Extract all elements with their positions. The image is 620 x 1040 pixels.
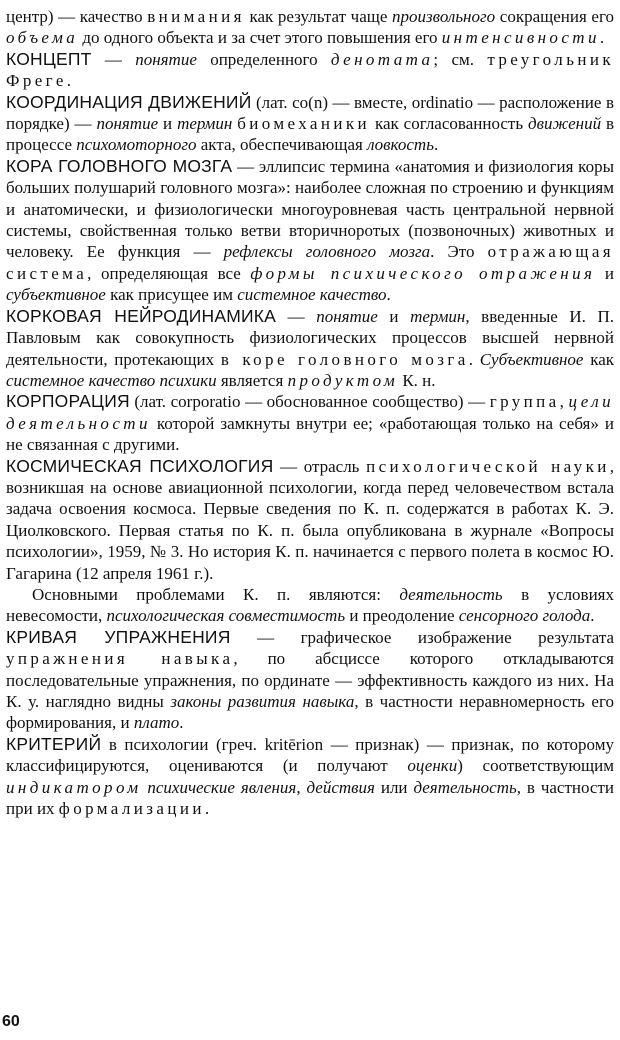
entry-text: в психологии (греч. kritērion — признак) — признак, по которому классифицируются, оцениваются (и получают [6,734,614,776]
italic-term: продуктом [287,370,399,390]
entry-text: и [377,306,411,326]
entry-text: и [595,263,614,283]
entry-text: до одного объекта и за счет этого повышения его [78,28,442,48]
entry-headword: КРИТЕРИЙ [6,733,102,754]
italic-term: интенсивности [441,28,600,48]
entry-text: — отрасль [273,456,367,476]
entry-text: , определяющая все [87,263,251,283]
entry-text: . Это [430,242,488,262]
entry-headword: КОРПОРАЦИЯ [6,391,130,412]
entry-text: . [386,285,391,305]
italic-term: оценки [407,756,458,776]
entry-text: — [91,49,136,69]
italic-term: денотата [330,49,434,69]
italic-term: законы развития навыка [170,692,355,711]
entry-headword: КРИВАЯ УПРАЖНЕНИЯ [6,626,231,647]
italic-term: плато [133,713,180,733]
dictionary-entry [6,456,614,584]
entry-text: и преодоление [345,606,459,626]
italic-term: понятие [96,114,159,134]
entry-text: . [433,135,439,155]
dictionary-entry [6,734,614,820]
entry-headword: КООРДИНАЦИЯ ДВИЖЕНИЙ [6,91,252,112]
spaced-term: внимания [147,7,245,26]
italic-term: психические явления [147,777,297,797]
italic-term: действия [306,777,375,797]
page-number: 60 [2,1012,20,1030]
italic-term: цели деятельности [6,392,615,433]
entry-continuation [6,6,614,49]
italic-term: термин [177,114,233,134]
entry-text: ; см. [433,49,488,69]
entry-text: центр) — качество [6,7,148,26]
italic-term: ловкость [367,135,434,155]
italic-term: деятельность [399,584,503,604]
italic-term: субъективное [6,285,106,305]
entry-text: как согласованность [370,114,529,134]
italic-term: понятие [135,49,197,69]
entry-text: в условиях невесомости, [6,584,615,626]
entry-text: . [179,713,184,733]
entry-text: . [599,28,605,48]
spaced-term: группа [489,392,560,412]
dictionary-entry [6,306,614,392]
entry-text: , возникшая на основе авиационной психологии, когда перед человечеством встала задача освоения космоса. Первые сведения по К. п. содержатся в работах К. Э. Циолковского. Первая статья по К. п. была опубликована в журнале «Вопросы психологии», 1959, № 3. Но история К. п. начинается с первого полета в космос Ю. Гагарина (12 апреля 1961 г.). [6,456,614,583]
entry-text: Основными проблемами К. п. являются: [32,584,400,604]
entry-text: ) соответствующим [457,756,614,776]
entry-text: . [590,606,595,626]
entry-headword: КОНЦЕПТ [6,48,92,69]
italic-term: движений [528,114,602,134]
italic-term: произвольного [392,7,496,26]
italic-term: деятельность [413,777,517,797]
entry-headword: КОСМИЧЕСКАЯ ПСИХОЛОГИЯ [6,455,274,476]
spaced-term: формализации [58,799,205,819]
dictionary-entry [6,92,614,156]
italic-term: сенсорного голода [458,606,591,626]
dictionary-entry [6,391,614,455]
italic-term: психологическая совместимость [106,606,346,626]
entry-text: в процессе [6,114,615,155]
entries-column [6,6,614,819]
spaced-term: отражающая система [6,242,614,283]
entry-text: , введенные И. П. Павловым как совокупность физиологических процессов высшей нервной деятельности, протекающих [6,306,614,369]
entry-text: сокращения его [495,7,614,26]
dictionary-entry [6,627,614,734]
entry-text: , по абсциссе которого откладываются последовательные упражнения, по ординате — эффективность каждого из них. На К. у. наглядно видны [6,649,614,711]
entry-text: — графическое изображение результата [230,627,614,647]
entry-text: или [374,777,414,797]
entry-text: является [216,370,288,390]
italic-term: системное качество психики [6,370,217,390]
entry-text: которой замкнуты внутри ее; «работающая только на себя» и не связанная с другими. [6,413,614,455]
entry-text: К. н. [398,370,436,390]
italic-term: индикатором [6,777,142,797]
entry-headword: КОРА ГОЛОВНОГО МОЗГА [6,155,233,176]
italic-term: объема [6,28,79,48]
italic-term: термин [410,306,466,326]
entry-text: — эллипсис термина «анатомия и физиология коры больших полушарий головного мозга»: наиболее сложная по строению и функциям и анатомически, и физиологически многоуровневая часть центральной нервной системы, свойственная только ветви вторичноротых (позвоночных) животных и человеку. Ее функция — [6,156,614,262]
spaced-term: психологической науки [366,456,610,476]
entry-text: , [559,392,569,412]
italic-term: понятие [316,306,378,326]
entry-text: определенного [196,49,331,69]
entry-text: . [66,71,72,91]
entry-text: и [158,114,178,134]
entry-text: . [204,799,210,819]
italic-term: Субъективное [479,349,584,369]
entry-text: , в частности при их [6,777,614,819]
dictionary-entry [6,49,614,92]
italic-term: рефлексы головного мозга [223,242,431,262]
italic-term: системное качество [237,285,387,305]
entry-text: — [276,306,317,326]
spaced-term: биомеханики [237,114,371,134]
entry-text: . [468,349,480,369]
spaced-term: упражнения навыка [6,649,234,669]
entry-text: (лат. corporatio — обоснованное сообщество) — [129,392,490,412]
entry-text: как результат чаще [244,7,393,26]
italic-term: формы психического отражения [250,263,596,283]
entry-text: как присущее им [105,285,238,305]
entry-headword: КОРКОВАЯ НЕЙРОДИНАМИКА [6,305,277,326]
spaced-term: в коре головного мозга [220,349,469,369]
dictionary-entry [6,584,614,627]
entry-text: (лат. co(n) — вместе, ordinatio — расположение в порядке) — [6,92,614,134]
spaced-term: треугольник Фреге [6,49,615,91]
entry-text: , [296,777,307,797]
entry-text: как [583,349,615,369]
dictionary-entry [6,156,614,306]
entry-text: , в частности неравномерность его формирования, и [6,692,615,733]
italic-term: психомоторного [76,135,197,155]
entry-text: акта, обеспечивающая [196,135,368,155]
